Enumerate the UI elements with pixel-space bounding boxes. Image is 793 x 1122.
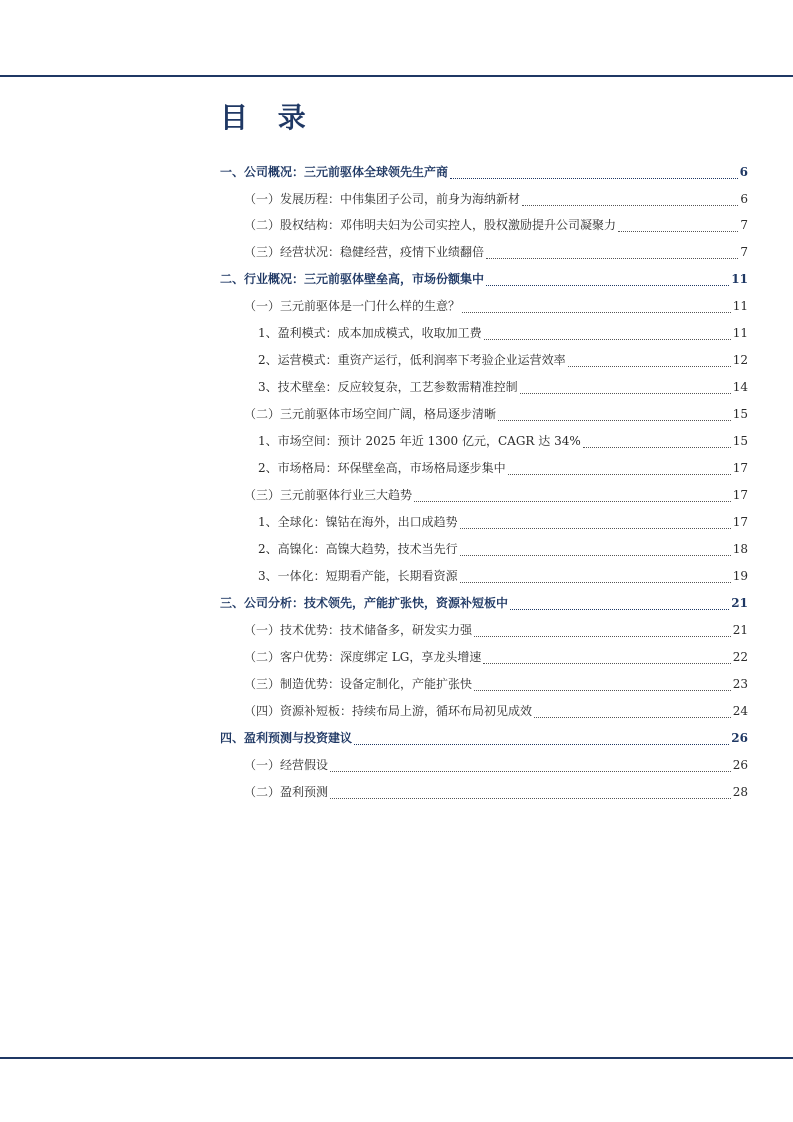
leader-dots: [498, 410, 731, 421]
toc-entry-label: （四）资源补短板：持续布局上游，循环布局初见成效: [244, 704, 533, 718]
toc-entry-label: （一）发展历程：中伟集团子公司，前身为海纳新材: [244, 192, 521, 206]
toc-entry-label: 三、公司分析：技术领先，产能扩张快，资源补短板中: [220, 596, 509, 610]
leader-dots: [450, 168, 738, 179]
toc-entry-page: 11: [732, 299, 748, 313]
toc-entry-page: 17: [732, 488, 748, 502]
toc-entry-label: 2、市场格局：环保壁垒高，市场格局逐步集中: [258, 461, 506, 475]
toc-entry-label: 四、盈利预测与投资建议: [220, 731, 353, 745]
toc-entry-label: 3、技术壁垒：反应较复杂，工艺参数需精准控制: [258, 380, 518, 394]
leader-dots: [522, 195, 738, 206]
toc-entry-page: 15: [732, 434, 748, 448]
toc-entry-label: （三）三元前驱体行业三大趋势: [244, 488, 413, 502]
leader-dots: [354, 734, 729, 745]
leader-dots: [534, 707, 731, 718]
toc-entry-page: 6: [740, 192, 748, 206]
leader-dots: [508, 464, 731, 475]
toc-entry-section-1[interactable]: [220, 162, 748, 182]
toc-entry-section-2[interactable]: [220, 269, 748, 289]
leader-dots: [474, 626, 731, 637]
toc-entry-label: 1、盈利模式：成本加成模式，收取加工费: [258, 326, 482, 340]
toc-entry-page: 11: [732, 326, 748, 340]
toc-entry-section-3[interactable]: [220, 593, 748, 613]
toc-entry-page: 12: [732, 353, 748, 367]
toc-entry-label: （三）经营状况：稳健经营，疫情下业绩翻倍: [244, 245, 485, 259]
leader-dots: [330, 788, 731, 799]
toc-entry[interactable]: [258, 377, 748, 397]
toc-entry[interactable]: [244, 755, 748, 775]
header-rule: [0, 75, 793, 77]
toc-entry-label: （二）股权结构：邓伟明夫妇为公司实控人，股权激励提升公司凝聚力: [244, 218, 617, 232]
toc-entry-label: 2、高镍化：高镍大趋势，技术当先行: [258, 542, 458, 556]
toc-entry-page: 18: [732, 542, 748, 556]
leader-dots: [330, 761, 731, 772]
toc-entry-label: （二）三元前驱体市场空间广阔，格局逐步清晰: [244, 407, 497, 421]
toc-entry-label: （一）三元前驱体是一门什么样的生意？: [244, 299, 461, 313]
toc-entry-page: 19: [732, 569, 748, 583]
leader-dots: [520, 383, 731, 394]
toc-entry[interactable]: [258, 323, 748, 343]
leader-dots: [483, 653, 730, 664]
leader-dots: [486, 248, 738, 259]
toc-entry[interactable]: [258, 458, 748, 478]
leader-dots: [414, 491, 731, 502]
toc-entry[interactable]: [244, 296, 748, 316]
toc-entry-label: （三）制造优势：设备定制化，产能扩张快: [244, 677, 473, 691]
toc-entry-label: （一）经营假设: [244, 758, 329, 772]
leader-dots: [462, 302, 731, 313]
toc-entry-page: 21: [731, 596, 748, 610]
toc-entry[interactable]: [258, 512, 748, 532]
leader-dots: [568, 356, 731, 367]
leader-dots: [510, 599, 729, 610]
leader-dots: [618, 221, 738, 232]
toc-entry[interactable]: [244, 647, 748, 667]
toc-entry[interactable]: [244, 701, 748, 721]
toc-entry-page: 15: [732, 407, 748, 421]
toc-entry-page: 26: [732, 758, 748, 772]
toc-entry[interactable]: [244, 215, 748, 235]
leader-dots: [460, 518, 731, 529]
toc-entry[interactable]: [258, 566, 748, 586]
toc-entry-page: 28: [732, 785, 748, 799]
toc-entry[interactable]: [244, 404, 748, 424]
toc-entry-label: 2、运营模式：重资产运行，低利润率下考验企业运营效率: [258, 353, 566, 367]
toc-entry-label: （二）盈利预测: [244, 785, 329, 799]
leader-dots: [460, 545, 731, 556]
toc-entry-section-4[interactable]: [220, 728, 748, 748]
leader-dots: [583, 437, 731, 448]
toc-entry-page: 21: [732, 623, 748, 637]
toc-entry-label: 1、全球化：镍钴在海外，出口成趋势: [258, 515, 458, 529]
toc-entry-page: 22: [732, 650, 748, 664]
leader-dots: [484, 329, 731, 340]
toc-entry-label: （二）客户优势：深度绑定 LG，享龙头增速: [244, 650, 482, 664]
footer-rule: [0, 1057, 793, 1059]
toc-entry[interactable]: [244, 782, 748, 802]
toc-entry-label: （一）技术优势：技术储备多，研发实力强: [244, 623, 473, 637]
toc-entry[interactable]: [258, 539, 748, 559]
toc-entry[interactable]: [244, 674, 748, 694]
toc-entry-page: 7: [740, 218, 748, 232]
toc-entry-label: 一、公司概况：三元前驱体全球领先生产商: [220, 165, 449, 179]
toc-entry-page: 17: [732, 461, 748, 475]
toc-entry-page: 6: [739, 165, 748, 179]
toc-entry-page: 11: [731, 272, 748, 286]
toc-entry-page: 17: [732, 515, 748, 529]
toc-entry[interactable]: [258, 431, 748, 451]
toc-entry-page: 26: [731, 731, 748, 745]
toc-entry[interactable]: [244, 242, 748, 262]
toc-title: 目 录: [220, 101, 316, 134]
toc-entry-label: 二、行业概况：三元前驱体壁垒高，市场份额集中: [220, 272, 485, 286]
toc-entry-page: 14: [732, 380, 748, 394]
toc-entry[interactable]: [258, 350, 748, 370]
toc-entry-label: 1、市场空间：预计 2025 年近 1300 亿元，CAGR 达 34%: [258, 434, 581, 448]
toc-entry-page: 23: [732, 677, 748, 691]
toc-entry-page: 7: [740, 245, 748, 259]
leader-dots: [460, 572, 731, 583]
toc-entry[interactable]: [244, 485, 748, 505]
toc-entry-label: 3、一体化：短期看产能，长期看资源: [258, 569, 458, 583]
toc-entry-page: 24: [732, 704, 748, 718]
leader-dots: [486, 275, 729, 286]
leader-dots: [474, 680, 731, 691]
toc-entry[interactable]: [244, 189, 748, 209]
toc-entry[interactable]: [244, 620, 748, 640]
